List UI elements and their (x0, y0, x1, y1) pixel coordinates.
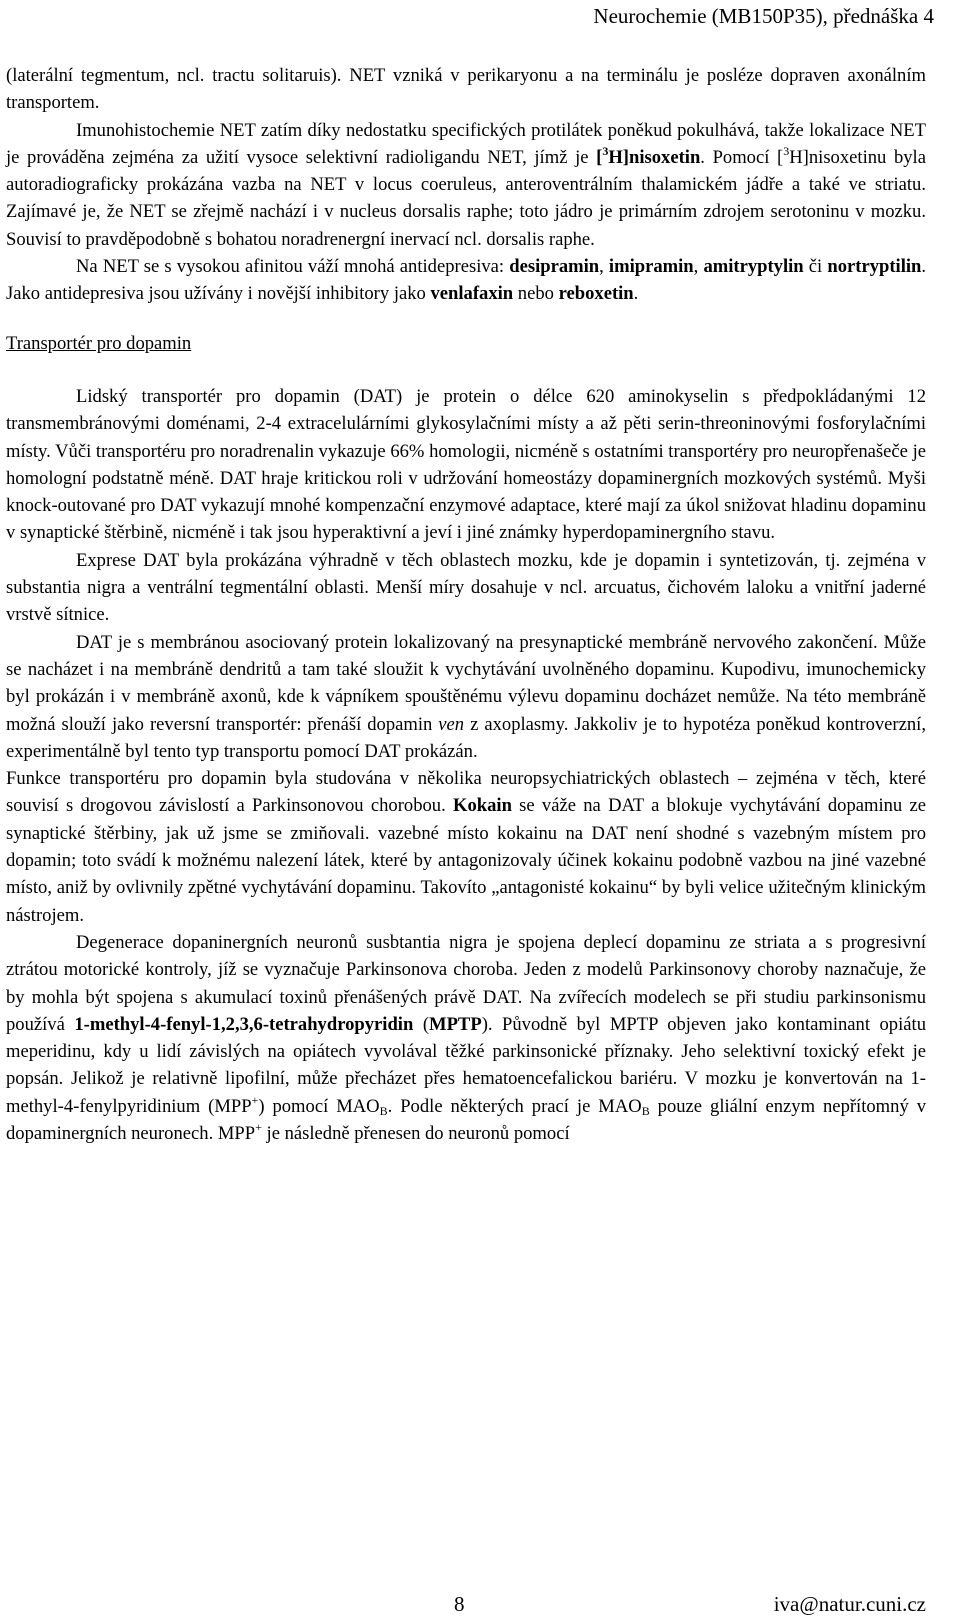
document-body (6, 62, 926, 1147)
paragraph-antidepressants: Na NET se s vysokou afinitou váží mnohá antidepresiva: desipramin, imipramin, amitryptylin či nortryptilin. Jako antidepresiva jsou užívány i novější inhibitory jako venlafaxin nebo reboxetin. (6, 256, 927, 305)
paragraph-dat-expression: Exprese DAT byla prokázána výhradně v těch oblastech mozku, kde je dopamin i syntetizován, tj. zejména v substantia nigra a ventrální tegmentální oblasti. Menší míry dosahuje v ncl. arcuatus, čichovém laloku a vnitřní jaderné vrstvě sítnice. (6, 549, 926, 626)
paragraph-dat-localization: DAT je s membránou asociovaný protein lokalizovaný na presynaptické membráně nervového zakončení. Může se nacházet i na membráně dendritů a tam také sloužit k vychytávání uvolněného dopaminu. Kupodivu, imunochemicky byl prokázán i v membráně axonů, kde k vápníkem spouštěnému výlevu dopaminu docházet nemůže. Na této membráně možná slouží jako reversní transportér: přenáší dopamin ven z axoplasmy. Jakkoliv je to hypotéza poněkud kontroverzní, experimentálně byl tento typ transportu pomocí DAT prokázán. (6, 631, 926, 762)
paragraph-continuation: (laterální tegmentum, ncl. tractu solitaruis). NET vzniká v perikaryonu a na terminálu je posléze dopraven axonálním transportem. (6, 65, 926, 114)
section-heading: Transportér pro dopamin (6, 332, 192, 354)
drug-imipramin: imipramin (608, 256, 694, 278)
drug-reboxetin: reboxetin (558, 283, 634, 305)
paragraph-dat-function: Funkce transportéru pro dopamin byla studována v několika neuropsychiatrických oblastech – zejména v těch, které souvisí s drogovou závislostí a Parkinsonovou chorobou. Kokain se váže na DAT a blokuje vychytávání dopaminu ze synaptické štěrbiny, jak už jsme se zmiňovali. vazebné místo kokainu na DAT není shodné s vazebným místem pro dopamin; toto svádí k možnému nalezení látek, které by antagonizovaly účinek kokainu podobně vazbou na jiné vazebné místo, aniž by ovlivnily zpětné vychytávání dopaminu. Takovíto „antagonisté kokainu“ by byli velice užitečným klinickým nástrojem. (6, 768, 926, 926)
paragraph-net-immunohistochemistry: Imunohistochemie NET zatím díky nedostatku specifických protilátek poněkud pokulhává, takže lokalizace NET je prováděna zejména za užití vysoce selektivní radioligandu NET, jímž je [$^3$H]nisoxetin. Pomocí [$^3$H]nisoxetinu byla autoradiograficky prokázána vazba na NET v locus coeruleus, anteroventrálním thalamickém jádře a také ve striatu. Zajímavé je, že NET se zřejmě nachází i v nucleus dorsalis raphe; toto jádro je primárním zdrojem serotoninu v mozku. Souvisí to pravděpodobně s bohatou noradrenergní inervací ncl. dorsalis raphe. (6, 119, 926, 250)
page-number: 8 (454, 1592, 465, 1616)
drug-kokain: Kokain (453, 795, 512, 817)
drug-nortryptilin: nortryptilin (827, 256, 922, 278)
running-header: Neurochemie (MB150P35), přednáška 4 (593, 4, 934, 28)
drug-amitryptylin: amitryptylin (703, 256, 804, 278)
footer-email: iva@natur.cuni.cz (773, 1592, 926, 1616)
paragraph-dat-structure: Lidský transportér pro dopamin (DAT) je protein o délce 620 aminokyselin s předpokládanými 12 transmembránovými doménami, 2-4 extracelulárními glykosylačními místy a až pěti serin-threoninovými fosforylačními místy. Vůči transportéru pro noradrenalin vykazuje 66% homologii, nicméně s ostatními transportéry pro neuropřenašeče je homologní podstatně méně. DAT hraje kritickou roli v udržování homeostázy dopaminergních mozkových systémů. Myši knock-outované pro DAT vykazují mnohé kompenzační enzymové adaptace, které mají za úkol snižovat hladinu dopaminu v synaptické štěrbině, nicméně i tak jsou hyperaktivní a jeví i jiné známky hyperdopaminergního stavu. (6, 385, 926, 544)
paragraph-parkinson: Degenerace dopaninergních neuronů susbtantia nigra je spojena deplecí dopaminu ze striata a s progresivní ztrátou motorické kontroly, jíž se vyznačuje Parkinsonova choroba. Jeden z modelů Parkinsonovy choroby naznačuje, že by mohla být spojena s akumulací toxinů přenášených právě DAT. Na zvířecích modelech se při studiu parkinsonismu používá 1-methyl-4-fenyl-1,2,3,6-tetrahydropyridin (MPTP). Původně byl MPTP objeven jako kontaminant opiátu meperidinu, kdy u lidí závislých na opiátech vyvolával těžké parkinsonické příznaky. Jeho selektivní toxický efekt je popsán. Jelikož je relativně lipofilní, může přecházet přes hematoencefalickou bariéru. V mozku je konvertován na 1-methyl-4-fenylpyridinium (MPP+) pomocí $MAO_B$. Podle některých prací je $MAO_B$ pouze gliální enzym nepřítomný v dopaminergních neuronech. MPP+ je následně přenesen do neuronů pomocí (6, 931, 926, 1144)
italic-term: ven (438, 713, 465, 735)
radioligand-name: [$^3$H]nisoxetin (596, 143, 701, 168)
compound-abbrev: MPTP (429, 1013, 482, 1035)
drug-venlafaxin: venlafaxin (430, 283, 514, 305)
drug-desipramin: desipramin (509, 256, 600, 278)
compound-full-name: 1-methyl-4-fenyl-1,2,3,6-tetrahydropyridin (74, 1013, 414, 1035)
